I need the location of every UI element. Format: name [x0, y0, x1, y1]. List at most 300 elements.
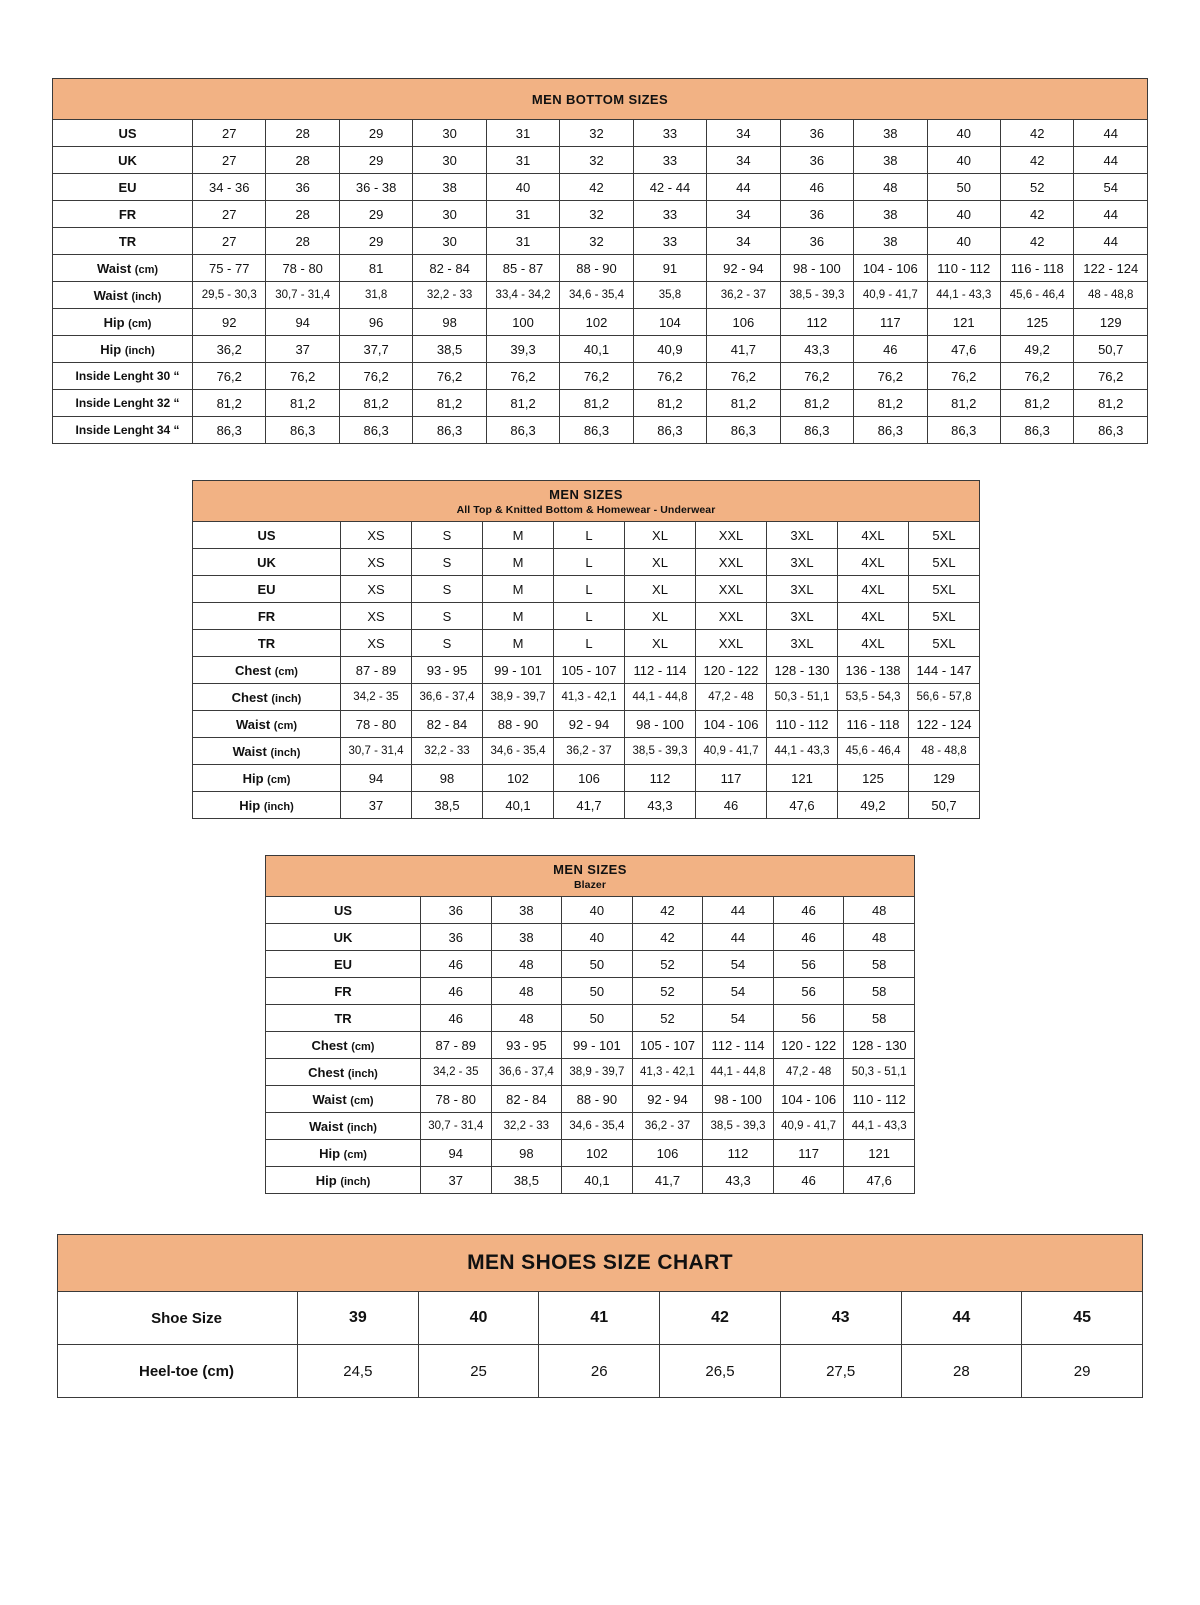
cell: 106	[632, 1140, 703, 1167]
cell: 4XL	[838, 576, 909, 603]
cell: 125	[838, 765, 909, 792]
cell: 27	[193, 201, 266, 228]
cell: 112 - 114	[703, 1032, 774, 1059]
cell: 32,2 - 33	[412, 738, 483, 765]
cell: 54	[1074, 174, 1148, 201]
cell: L	[554, 603, 625, 630]
cell: 40,9 - 41,7	[696, 738, 767, 765]
cell: 40	[927, 120, 1000, 147]
cell: 38,5 - 39,3	[625, 738, 696, 765]
cell: 26	[539, 1345, 660, 1398]
cell: 116 - 118	[1000, 255, 1073, 282]
cell: 76,2	[339, 363, 412, 390]
cell: M	[483, 549, 554, 576]
cell: 29	[1022, 1345, 1143, 1398]
cell: XL	[625, 522, 696, 549]
cell: 36	[421, 897, 492, 924]
cell: 4XL	[838, 630, 909, 657]
cell: 24,5	[298, 1345, 419, 1398]
cell: 32	[560, 201, 633, 228]
cell: 38,5	[413, 336, 486, 363]
cell: 36	[266, 174, 339, 201]
cell: 100	[486, 309, 559, 336]
cell: 81	[339, 255, 412, 282]
cell: 40	[927, 201, 1000, 228]
table-row	[53, 336, 1148, 363]
row-label-waist-inch	[53, 282, 193, 309]
row-label-unit: (cm)	[350, 1094, 374, 1107]
row-label-unit: (cm)	[274, 665, 298, 678]
table-row	[266, 978, 915, 1005]
cell: 122 - 124	[909, 711, 980, 738]
cell: 76,2	[707, 363, 780, 390]
cell: 33	[633, 228, 706, 255]
row-label-waist-cm	[266, 1086, 421, 1113]
cell: XL	[625, 603, 696, 630]
cell: 42	[632, 897, 703, 924]
row-label-unit: (cm)	[128, 317, 152, 330]
t2-subtitle: All Top & Knitted Bottom & Homewear - Underwear	[456, 503, 716, 516]
cell: 41,7	[554, 792, 625, 819]
cell: 76,2	[1074, 363, 1148, 390]
cell: 47,2 - 48	[773, 1059, 844, 1086]
cell: 30,7 - 31,4	[266, 282, 339, 309]
cell: 86,3	[927, 417, 1000, 444]
cell: 76,2	[266, 363, 339, 390]
cell: 42	[1000, 201, 1073, 228]
cell: 28	[266, 228, 339, 255]
cell: 5XL	[909, 522, 980, 549]
cell: 75 - 77	[193, 255, 266, 282]
row-label-unit: (cm)	[351, 1040, 375, 1053]
cell: 76,2	[780, 363, 853, 390]
cell: 81,2	[193, 390, 266, 417]
cell: 36	[780, 147, 853, 174]
cell: 27,5	[780, 1345, 901, 1398]
t4-title-row	[58, 1235, 1143, 1292]
cell: 58	[844, 1005, 915, 1032]
cell: 42	[632, 924, 703, 951]
cell: 28	[266, 201, 339, 228]
cell: 46	[773, 1167, 844, 1194]
table-row	[266, 1032, 915, 1059]
cell: 34,6 - 35,4	[560, 282, 633, 309]
t3-title	[266, 856, 915, 897]
row-label-waist-cm	[53, 255, 193, 282]
cell: 34	[707, 147, 780, 174]
cell: 38	[854, 120, 927, 147]
row-label-hip-inch	[266, 1167, 421, 1194]
table-row	[266, 951, 915, 978]
cell: XXL	[696, 522, 767, 549]
cell: 36,2	[193, 336, 266, 363]
cell: 40,9 - 41,7	[773, 1113, 844, 1140]
cell: 40	[486, 174, 559, 201]
cell: 56,6 - 57,8	[909, 684, 980, 711]
cell: 86,3	[1074, 417, 1148, 444]
cell: 81,2	[1074, 390, 1148, 417]
cell: 91	[633, 255, 706, 282]
row-label-text: Hip	[315, 1172, 337, 1188]
cell: XL	[625, 549, 696, 576]
cell: 82 - 84	[413, 255, 486, 282]
cell: 121	[844, 1140, 915, 1167]
cell: 50,3 - 51,1	[767, 684, 838, 711]
cell: L	[554, 522, 625, 549]
table-row	[266, 1140, 915, 1167]
cell: 28	[266, 120, 339, 147]
cell: 5XL	[909, 576, 980, 603]
cell: XS	[341, 630, 412, 657]
table-row	[193, 738, 980, 765]
cell: 104 - 106	[854, 255, 927, 282]
cell: 50,7	[1074, 336, 1148, 363]
men-bottom-sizes-table	[52, 78, 1148, 444]
cell: 44	[1074, 228, 1148, 255]
row-label-inside-length-34: Inside Lenght 34 “	[53, 417, 193, 444]
cell: 47,2 - 48	[696, 684, 767, 711]
cell: L	[554, 630, 625, 657]
cell: 99 - 101	[562, 1032, 633, 1059]
cell: 121	[927, 309, 1000, 336]
t3-subtitle: Blazer	[573, 878, 607, 891]
cell: 52	[632, 951, 703, 978]
cell: 33	[633, 147, 706, 174]
cell: 43,3	[625, 792, 696, 819]
cell: 52	[632, 1005, 703, 1032]
row-label-eu: EU	[193, 576, 341, 603]
cell: 36,6 - 37,4	[491, 1059, 562, 1086]
table-row	[193, 684, 980, 711]
cell: 38	[854, 228, 927, 255]
cell: 27	[193, 228, 266, 255]
cell: 36	[421, 924, 492, 951]
cell: 136 - 138	[838, 657, 909, 684]
cell: 85 - 87	[486, 255, 559, 282]
t1-title: MEN BOTTOM SIZES	[53, 79, 1148, 120]
cell: 32	[560, 228, 633, 255]
cell: 81,2	[339, 390, 412, 417]
row-label-chest-cm	[266, 1032, 421, 1059]
cell: 121	[767, 765, 838, 792]
cell: 41,3 - 42,1	[632, 1059, 703, 1086]
cell: XXL	[696, 603, 767, 630]
row-label-text: Waist	[309, 1118, 344, 1134]
cell: 46	[773, 924, 844, 951]
row-label-tr: TR	[53, 228, 193, 255]
table-row	[266, 924, 915, 951]
cell: S	[412, 630, 483, 657]
cell: 86,3	[413, 417, 486, 444]
cell: 54	[703, 951, 774, 978]
t3-title-row	[266, 856, 915, 897]
cell: 40	[418, 1292, 539, 1345]
row-label-unit: (inch)	[271, 692, 302, 705]
cell: 34,6 - 35,4	[562, 1113, 633, 1140]
cell: 78 - 80	[341, 711, 412, 738]
cell: 88 - 90	[562, 1086, 633, 1113]
cell: 36,6 - 37,4	[412, 684, 483, 711]
t3-title-text: MEN SIZES	[553, 861, 627, 877]
cell: 87 - 89	[341, 657, 412, 684]
cell: 44,1 - 44,8	[703, 1059, 774, 1086]
cell: 76,2	[1000, 363, 1073, 390]
cell: 81,2	[266, 390, 339, 417]
row-label-hip-cm	[266, 1140, 421, 1167]
cell: 48	[844, 924, 915, 951]
table-row	[193, 549, 980, 576]
cell: 29	[339, 228, 412, 255]
cell: 98	[413, 309, 486, 336]
cell: S	[412, 603, 483, 630]
table-row	[266, 1059, 915, 1086]
table-row	[58, 1292, 1143, 1345]
cell: 41,7	[632, 1167, 703, 1194]
cell: 44	[1074, 120, 1148, 147]
cell: 48	[491, 978, 562, 1005]
table-row	[53, 174, 1148, 201]
cell: 104 - 106	[773, 1086, 844, 1113]
cell: 34,2 - 35	[341, 684, 412, 711]
cell: 38,5 - 39,3	[780, 282, 853, 309]
cell: 48	[844, 897, 915, 924]
row-label-eu: EU	[53, 174, 193, 201]
cell: 3XL	[767, 522, 838, 549]
cell: 104	[633, 309, 706, 336]
row-label-chest-cm	[193, 657, 341, 684]
cell: 31	[486, 201, 559, 228]
cell: 45	[1022, 1292, 1143, 1345]
cell: 27	[193, 120, 266, 147]
cell: 99 - 101	[483, 657, 554, 684]
cell: 92 - 94	[632, 1086, 703, 1113]
cell: 30	[413, 201, 486, 228]
cell: 4XL	[838, 522, 909, 549]
men-blazer-sizes-table	[265, 855, 915, 1194]
row-label-text: Hip	[319, 1145, 341, 1161]
cell: 37,7	[339, 336, 412, 363]
cell: 98 - 100	[703, 1086, 774, 1113]
cell: 5XL	[909, 549, 980, 576]
cell: 56	[773, 951, 844, 978]
table-row	[193, 522, 980, 549]
cell: 3XL	[767, 603, 838, 630]
cell: 4XL	[838, 603, 909, 630]
cell: 81,2	[854, 390, 927, 417]
table-row	[266, 1113, 915, 1140]
cell: 110 - 112	[767, 711, 838, 738]
cell: 86,3	[193, 417, 266, 444]
cell: 39,3	[486, 336, 559, 363]
cell: M	[483, 576, 554, 603]
row-label-uk: UK	[266, 924, 421, 951]
table-row	[266, 897, 915, 924]
cell: 86,3	[633, 417, 706, 444]
cell: 102	[483, 765, 554, 792]
row-label-unit: (inch)	[131, 290, 162, 303]
cell: 42	[560, 174, 633, 201]
t2-body	[193, 481, 980, 819]
row-label-waist-cm	[193, 711, 341, 738]
cell: 53,5 - 54,3	[838, 684, 909, 711]
cell: 98	[491, 1140, 562, 1167]
row-label-waist-inch	[193, 738, 341, 765]
cell: S	[412, 576, 483, 603]
cell: 41,3 - 42,1	[554, 684, 625, 711]
row-label-uk: UK	[193, 549, 341, 576]
table-row	[193, 630, 980, 657]
row-label-us: US	[193, 522, 341, 549]
cell: 46	[421, 951, 492, 978]
cell: 38	[854, 201, 927, 228]
cell: 30	[413, 120, 486, 147]
cell: 37	[266, 336, 339, 363]
row-label-eu: EU	[266, 951, 421, 978]
cell: 30,7 - 31,4	[341, 738, 412, 765]
cell: 46	[780, 174, 853, 201]
cell: 94	[266, 309, 339, 336]
cell: 129	[909, 765, 980, 792]
cell: 98	[412, 765, 483, 792]
cell: 44	[901, 1292, 1022, 1345]
cell: 46	[421, 1005, 492, 1032]
row-label-waist-inch	[266, 1113, 421, 1140]
cell: 31,8	[339, 282, 412, 309]
cell: 28	[266, 147, 339, 174]
cell: 26,5	[660, 1345, 781, 1398]
cell: M	[483, 522, 554, 549]
cell: 117	[773, 1140, 844, 1167]
cell: 92	[193, 309, 266, 336]
row-label-text: Waist	[235, 716, 271, 732]
cell: 38	[854, 147, 927, 174]
cell: 44	[1074, 201, 1148, 228]
cell: 76,2	[486, 363, 559, 390]
row-label-unit: (inch)	[124, 344, 155, 357]
cell: 44	[1074, 147, 1148, 174]
cell: 52	[632, 978, 703, 1005]
cell: 43	[780, 1292, 901, 1345]
cell: 25	[418, 1345, 539, 1398]
cell: 122 - 124	[1074, 255, 1148, 282]
row-label-inside-length-30: Inside Lenght 30 “	[53, 363, 193, 390]
table-row	[53, 309, 1148, 336]
t4-title: MEN SHOES SIZE CHART	[58, 1235, 1143, 1292]
t1-body	[53, 79, 1148, 444]
cell: 94	[421, 1140, 492, 1167]
cell: 50,3 - 51,1	[844, 1059, 915, 1086]
cell: 36	[780, 120, 853, 147]
cell: 40	[562, 897, 633, 924]
cell: 38	[491, 897, 562, 924]
cell: 116 - 118	[838, 711, 909, 738]
cell: L	[554, 576, 625, 603]
cell: 86,3	[486, 417, 559, 444]
table-row	[193, 576, 980, 603]
cell: 86,3	[780, 417, 853, 444]
cell: 48	[491, 1005, 562, 1032]
cell: 125	[1000, 309, 1073, 336]
cell: 98 - 100	[780, 255, 853, 282]
cell: 33,4 - 34,2	[486, 282, 559, 309]
row-label-unit: (cm)	[134, 263, 159, 276]
cell: 34 - 36	[193, 174, 266, 201]
row-label-hip-inch	[53, 336, 193, 363]
cell: 27	[193, 147, 266, 174]
row-label-text: Chest	[308, 1064, 345, 1080]
row-label-chest-inch	[193, 684, 341, 711]
cell: 76,2	[633, 363, 706, 390]
cell: 39	[298, 1292, 419, 1345]
table-row	[193, 711, 980, 738]
row-label-unit: (cm)	[267, 773, 291, 786]
cell: 50	[562, 951, 633, 978]
cell: 56	[773, 1005, 844, 1032]
row-label-hip-cm	[193, 765, 341, 792]
cell: 28	[901, 1345, 1022, 1398]
row-label-unit: (cm)	[273, 719, 298, 732]
row-label-text: Chest	[235, 662, 272, 678]
cell: 105 - 107	[554, 657, 625, 684]
cell: 40,9	[633, 336, 706, 363]
cell: 37	[421, 1167, 492, 1194]
cell: 93 - 95	[412, 657, 483, 684]
row-label-text: Chest	[311, 1037, 348, 1053]
row-label-text: Chest	[231, 689, 268, 705]
cell: 105 - 107	[632, 1032, 703, 1059]
row-label-hip-cm	[53, 309, 193, 336]
cell: 76,2	[413, 363, 486, 390]
cell: 81,2	[707, 390, 780, 417]
row-label-unit: (inch)	[270, 746, 301, 759]
cell: XS	[341, 603, 412, 630]
cell: 29	[339, 201, 412, 228]
table-row	[53, 201, 1148, 228]
row-label-us: US	[266, 897, 421, 924]
cell: 44,1 - 43,3	[767, 738, 838, 765]
cell: 42	[1000, 120, 1073, 147]
cell: XS	[341, 576, 412, 603]
cell: 46	[696, 792, 767, 819]
cell: 38	[413, 174, 486, 201]
cell: 98 - 100	[625, 711, 696, 738]
cell: 129	[1074, 309, 1148, 336]
cell: 76,2	[854, 363, 927, 390]
cell: 128 - 130	[767, 657, 838, 684]
t2-title-row	[193, 481, 980, 522]
cell: 45,6 - 46,4	[838, 738, 909, 765]
cell: 81,2	[1000, 390, 1073, 417]
cell: 30	[413, 147, 486, 174]
cell: 5XL	[909, 630, 980, 657]
cell: 43,3	[780, 336, 853, 363]
cell: 54	[703, 978, 774, 1005]
cell: 58	[844, 951, 915, 978]
cell: 120 - 122	[696, 657, 767, 684]
cell: 38,5	[491, 1167, 562, 1194]
cell: 45,6 - 46,4	[1000, 282, 1073, 309]
cell: 81,2	[413, 390, 486, 417]
cell: 49,2	[1000, 336, 1073, 363]
row-label-us: US	[53, 120, 193, 147]
cell: 38,5	[412, 792, 483, 819]
table-row	[266, 1005, 915, 1032]
table-row	[193, 657, 980, 684]
cell: 42 - 44	[633, 174, 706, 201]
cell: 86,3	[266, 417, 339, 444]
row-label-unit: (inch)	[346, 1121, 377, 1134]
cell: 48	[854, 174, 927, 201]
